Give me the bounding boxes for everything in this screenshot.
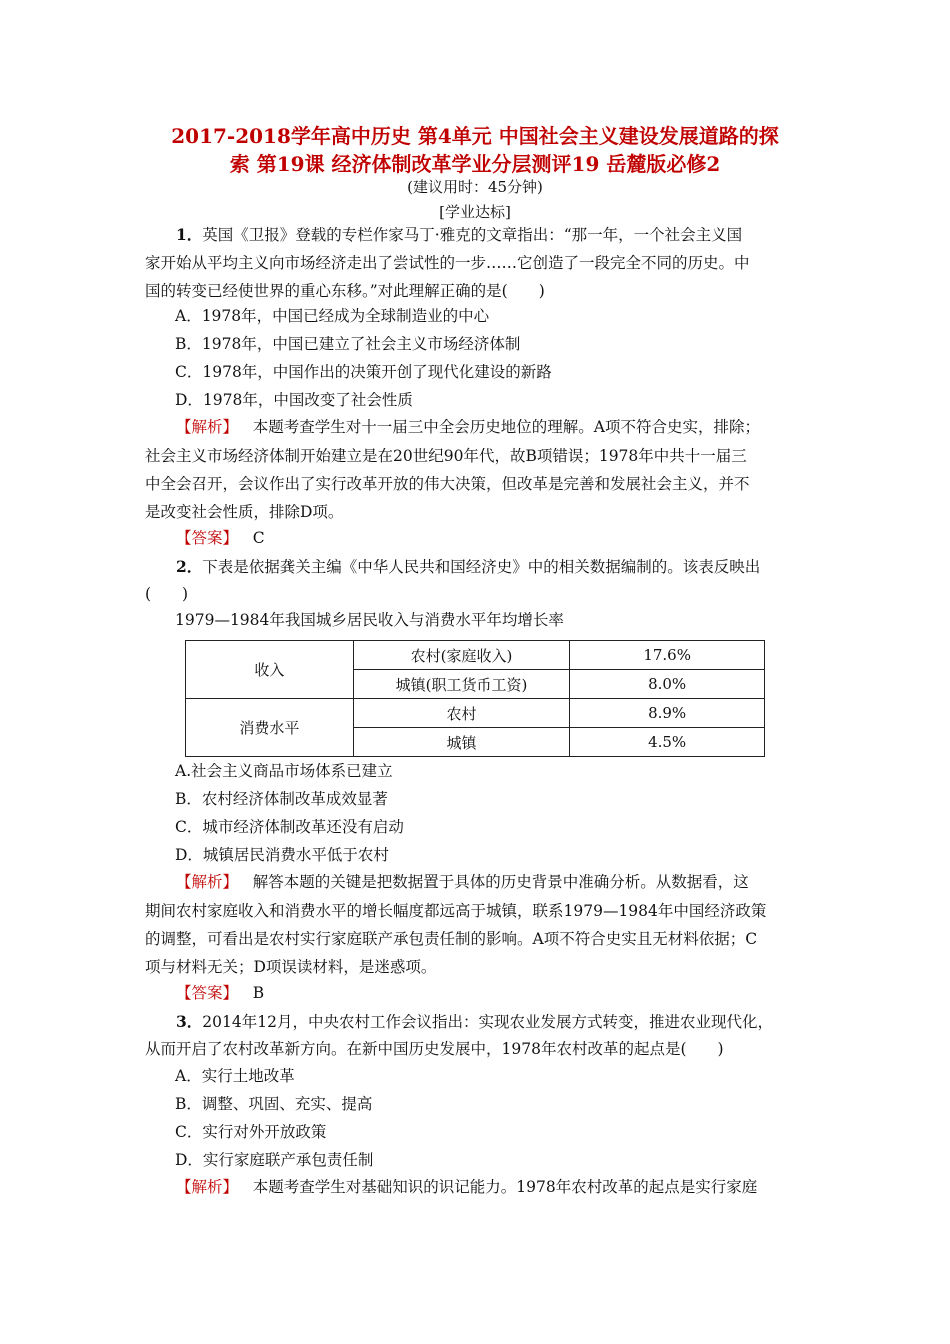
q1-answer-tag: 【答案】 (176, 529, 239, 547)
q3-option-c: C．实行对外开放政策 (175, 1123, 327, 1141)
table-row (186, 699, 765, 728)
table-group-income: 收入 (186, 641, 354, 699)
table-cell-value: 4.5% (570, 728, 765, 757)
table-cell-value: 8.9% (570, 699, 765, 728)
q1-option-c: C．1978年，中国作出的决策开创了现代化建设的新路 (175, 363, 552, 381)
q3-option-b: B．调整、巩固、充实、提高 (175, 1095, 373, 1113)
q1-analysis-tag: 【解析】 (176, 418, 239, 436)
q2-stem-line-1: 2．下表是依据龚关主编《中华人民共和国经济史》中的相关数据编制的。该表反映出 (176, 557, 761, 576)
section-heading: [学业达标] (439, 203, 511, 221)
title-line-1: 2017-2018学年高中历史 第4单元 中国社会主义建设发展道路的探 (171, 124, 779, 148)
q2-analysis-tag: 【解析】 (176, 873, 239, 891)
q1-analysis-line-3: 中全会召开，会议作出了实行改革开放的伟大决策，但改革是完善和发展社会主义，并不 (145, 475, 750, 493)
q1-option-d: D．1978年，中国改变了社会性质 (175, 391, 413, 409)
q2-table-caption: 1979—1984年我国城乡居民收入与消费水平年均增长率 (175, 611, 564, 629)
q2-option-c: C．城市经济体制改革还没有启动 (175, 818, 404, 836)
title-line-2: 索 第19课 经济体制改革学业分层测评19 岳麓版必修2 (229, 152, 721, 176)
q2-answer (145, 979, 820, 1008)
q2-answer-tag: 【答案】 (176, 984, 239, 1002)
q2-option-b: B．农村经济体制改革成效显著 (175, 790, 388, 808)
q1-stem-line-2: 家开始从平均主义向市场经济走出了尝试性的一步……它创造了一段完全不同的历史。中 (145, 254, 750, 272)
q3-option-a: A．实行土地改革 (175, 1067, 295, 1085)
q3-stem-line-1: 3．2014年12月，中央农村工作会议指出：实现农业发展方式转变，推进农业现代化， (176, 1012, 773, 1031)
document-title (120, 122, 830, 178)
table-group-consumption: 消费水平 (186, 699, 354, 757)
q1-option-a: A．1978年，中国已经成为全球制造业的中心 (175, 307, 490, 325)
q1-answer-value: C (252, 529, 265, 547)
q1-stem-line-1: 1．英国《卫报》登载的专栏作家马丁·雅克的文章指出：“那一年，一个社会主义国 (176, 225, 743, 244)
q1-option-b: B．1978年，中国已建立了社会主义市场经济体制 (175, 335, 521, 353)
q1-number: 1． (176, 225, 203, 244)
q1-stem-line-3: 国的转变已经使世界的重心东移。”对此理解正确的是( ) (145, 282, 545, 300)
q3-option-d: D．实行家庭联产承包责任制 (175, 1151, 374, 1169)
q1-answer (145, 524, 820, 553)
table-row (186, 641, 765, 670)
q1-analysis-line-2: 社会主义市场经济体制开始建立是在20世纪90年代，故B项错误；1978年中共十一届三 (145, 447, 747, 465)
q1-analysis-line-4: 是改变社会性质，排除D项。 (145, 503, 344, 521)
q3-number: 3． (176, 1012, 203, 1031)
q2-analysis-line-3: 的调整，可看出是农村实行家庭联产承包责任制的影响。A项不符合史实且无材料依据；C (145, 930, 758, 948)
q3-stem-line-2: 从而开启了农村改革新方向。在新中国历史发展中，1978年农村改革的起点是( ) (145, 1040, 724, 1058)
q2-analysis-line-2: 期间农村家庭收入和消费水平的增长幅度都远高于城镇，联系1979—1984年中国经济政策 (145, 902, 767, 920)
table-cell-value: 8.0% (570, 670, 765, 699)
q2-option-d: D．城镇居民消费水平低于农村 (175, 846, 389, 864)
q3-analysis-tag: 【解析】 (176, 1178, 239, 1196)
q2-option-a: A.社会主义商品市场体系已建立 (175, 762, 393, 780)
q2-data-table (185, 640, 765, 757)
q1-analysis-line-1: 【解析】 本题考查学生对十一届三中全会历史地位的理解。A项不符合史实，排除； (176, 418, 760, 436)
q2-number: 2． (176, 557, 203, 576)
q3-analysis-line-1: 【解析】 本题考查学生对基础知识的识记能力。1978年农村改革的起点是实行家庭 (176, 1178, 758, 1196)
table-cell-item: 城镇(职工货币工资) (353, 670, 570, 699)
q2-analysis-line-1: 【解析】 解答本题的关键是把数据置于具体的历史背景中准确分析。从数据看，这 (176, 873, 749, 891)
table-cell-item: 城镇 (353, 728, 570, 757)
q2-analysis-line-4: 项与材料无关；D项误读材料，是迷惑项。 (145, 958, 437, 976)
q2-answer-value: B (252, 984, 265, 1002)
table-cell-item: 农村 (353, 699, 570, 728)
table-cell-value: 17.6% (570, 641, 765, 670)
q2-stem-line-2: ( ) (145, 585, 189, 603)
suggested-time: (建议用时：45分钟) (407, 178, 543, 196)
table-cell-item: 农村(家庭收入) (353, 641, 570, 670)
